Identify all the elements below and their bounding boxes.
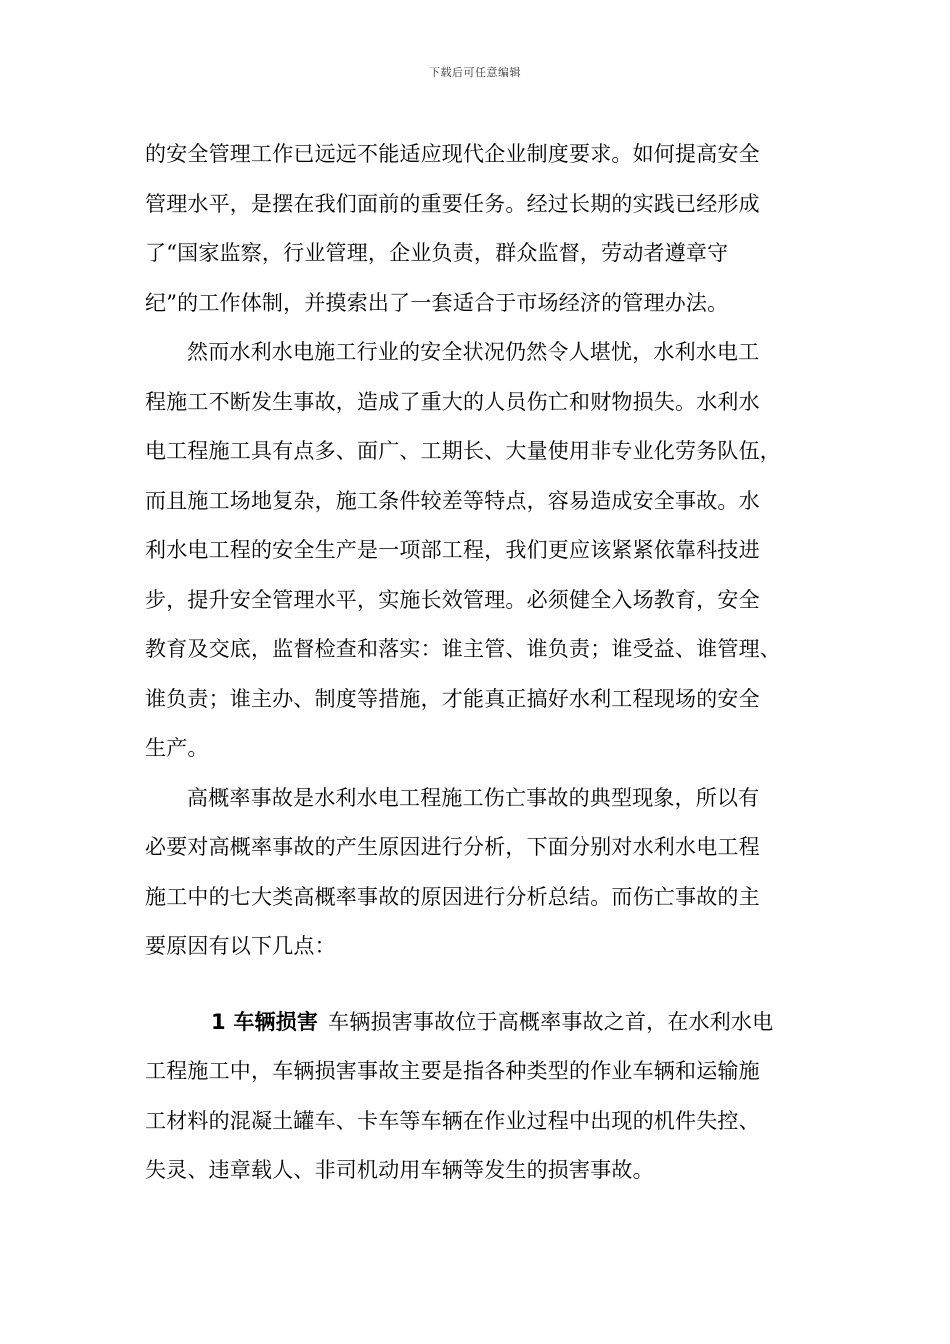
- text-line: 工材料的混凝土罐车、卡车等车辆在作业过程中出现的机件失控、: [145, 1108, 760, 1133]
- text-line: 电工程施工具有点多、面广、工期长、大量使用非专业化劳务队伍，: [145, 439, 781, 463]
- text-line: 了“国家监察，行业管理，企业负责，群众监督，劳动者遵章守: [145, 241, 729, 265]
- text-line: 谁负责；谁主办、制度等措施，才能真正搞好水利工程现场的安全: [145, 686, 760, 711]
- section-heading: 1 车辆损害: [211, 1009, 319, 1034]
- paragraph-2: [145, 328, 825, 774]
- paragraph-gap: [145, 972, 825, 998]
- paragraph-3: [145, 774, 825, 972]
- page-header: 下载后可任意编辑: [429, 66, 521, 79]
- paragraph-4: [145, 998, 825, 1196]
- text-line: 失灵、违章载人、非司机动用车辆等发生的损害事故。: [145, 1158, 654, 1182]
- text-line: 要原因有以下几点：: [145, 934, 336, 958]
- text-line: 施工中的七大类高概率事故的原因进行分析总结。而伤亡事故的主: [145, 884, 760, 909]
- document-body: [145, 130, 825, 1196]
- text-line: 工程施工中，车辆损害事故主要是指各种类型的作业车辆和运输施: [145, 1059, 760, 1083]
- text-line: 利水电工程的安全生产是一项部工程，我们更应该紧紧依靠科技进: [145, 538, 760, 562]
- text-line: 纪”的工作体制，并摸索出了一套适合于市场经济的管理办法。: [145, 290, 729, 315]
- text-line: [145, 998, 825, 1048]
- text-line: 步，提升安全管理水平，实施长效管理。必须健全入场教育，安全: [145, 587, 760, 612]
- text-line: 而且施工场地复杂，施工条件较差等特点，容易造成安全事故。水: [145, 488, 760, 513]
- text-run: 高概率事故是水利水电工程施工伤亡事故的典型现象，所以有: [187, 785, 760, 810]
- text-run: 车辆损害事故位于高概率事故之首，在水利水电: [328, 1009, 774, 1034]
- text-line: [145, 774, 825, 824]
- text-line: 必要对高概率事故的产生原因进行分析，下面分别对水利水电工程: [145, 835, 760, 859]
- text-run: 然而水利水电施工行业的安全状况仍然令人堪忧，水利水电工: [187, 340, 760, 364]
- text-line: 程施工不断发生事故，造成了重大的人员伤亡和财物损失。水利水: [145, 389, 760, 414]
- text-line: 教育及交底，监督检查和落实：谁主管、谁负责；谁受益、谁管理、: [145, 637, 781, 661]
- paragraph-1: [145, 130, 825, 328]
- text-line: 管理水平，是摆在我们面前的重要任务。经过长期的实践已经形成: [145, 191, 760, 216]
- text-line: 的安全管理工作已远远不能适应现代企业制度要求。如何提高安全: [145, 142, 760, 166]
- text-line: [145, 328, 825, 378]
- text-line: 生产。: [145, 736, 209, 760]
